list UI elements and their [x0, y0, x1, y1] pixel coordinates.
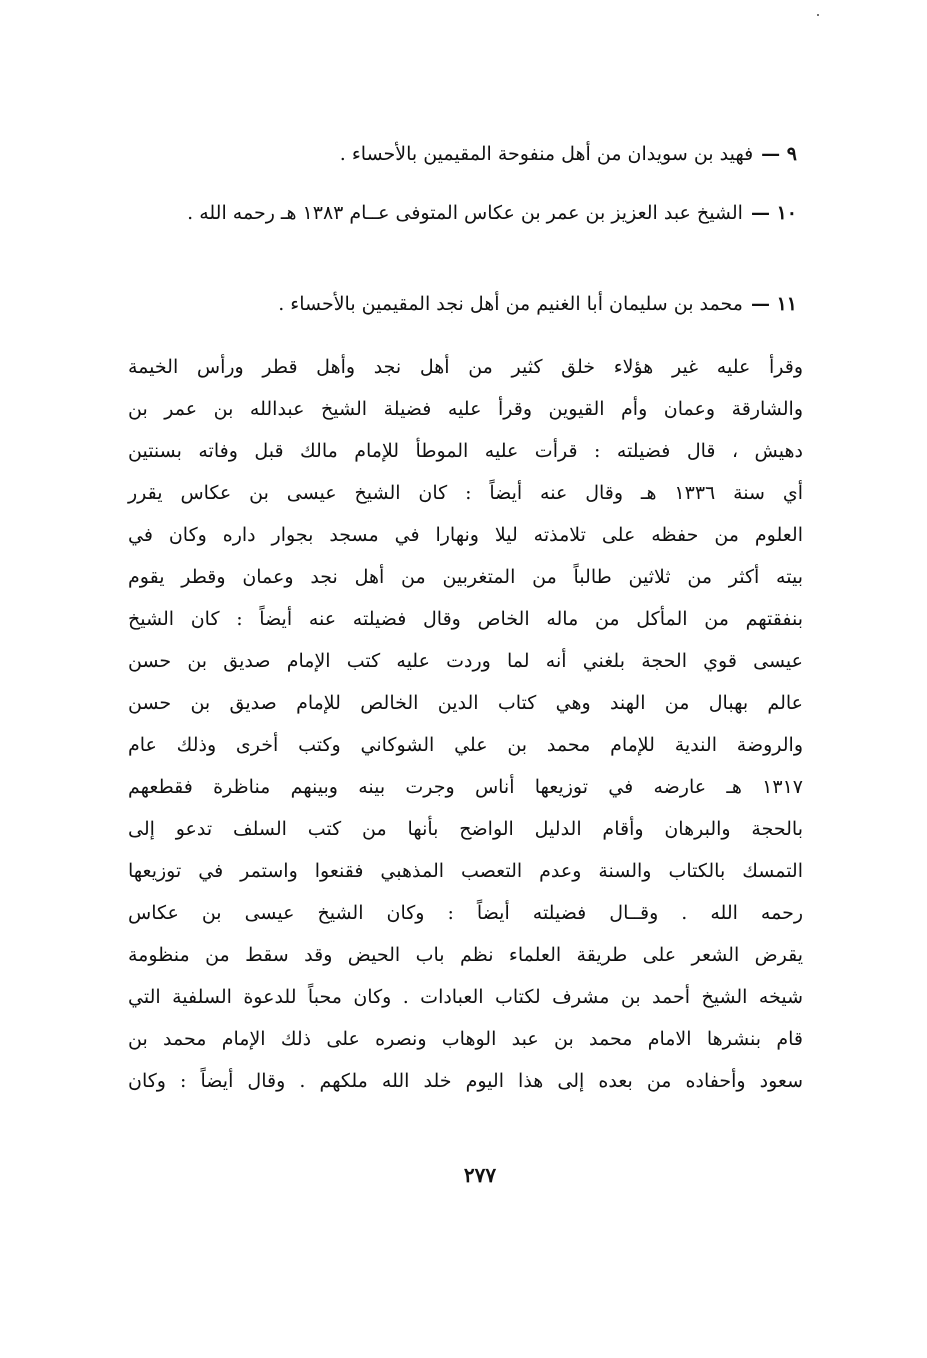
- text-line: أي سنة ١٣٣٦ هـ وقال عنه أيضاً : كان الشيخ عيسى بن عكاس يقرر: [128, 482, 803, 504]
- text-line: عيسى قوي الحجة بلغني أنه لما وردت عليه كتب الإمام صديق بن حسن: [128, 650, 803, 672]
- text-line: شيخه الشيخ أحمد بن مشرف لكتاب العبادات . وكان محباً للدعوة السلفية التي: [128, 986, 803, 1008]
- list-item-text: محمد بن سليمان أبا الغنيم من أهل نجد المقيمين بالأحساء .: [278, 293, 743, 315]
- text-line: التمسك بالكتاب والسنة وعدم التعصب المذهبي فقنعوا واستمر في توزيعها: [128, 860, 803, 882]
- list-item-number: ٩ —: [761, 143, 797, 165]
- text-line: سعود وأحفاده من بعده إلى هذا اليوم خلد الله ملكهم . وقال أيضاً : وكان: [128, 1070, 803, 1092]
- list-item-text: فهيد بن سويدان من أهل منفوحة المقيمين بالأحساء .: [339, 143, 754, 165]
- text-line: بيته أكثر من ثلاثين طالباً من المتغربين من أهل نجد وعمان وقطر يقوم: [128, 566, 803, 588]
- page-number: ٢٧٧: [463, 1163, 497, 1187]
- list-item-9: [340, 137, 797, 171]
- list-item-10: [127, 196, 797, 230]
- text-line: بنفقتهم من المأكل من ماله الخاص وقال فضيلته عنه أيضاً : كان الشيخ: [128, 608, 803, 630]
- text-line: العلوم من حفظه على تلامذته ليلا ونهارا في مسجد بجوار داره وكان في: [128, 524, 803, 546]
- list-item-number: ١٠ —: [750, 202, 797, 224]
- text-line: دهيش ، قال فضيلته : قرأت عليه الموطأ للإمام مالك قبل وفاته بسنتين: [128, 440, 803, 462]
- list-item-11: [278, 287, 797, 321]
- list-item-text: الشيخ عبد العزيز بن عمر بن عكاس المتوفى عــام ١٣٨٣ هـ رحمه الله .: [187, 202, 743, 224]
- text-line: ١٣١٧ هـ عارضه في توزيعها أناس وجرت بينه وبينهم مناظرة فقطعهم: [128, 776, 803, 798]
- scan-speck: [817, 14, 819, 16]
- text-line: والشارقة وعمان وأم القيوين وقرأ عليه فضيلة الشيخ عبدالله بن عمر بن: [128, 398, 803, 420]
- body-paragraph: [128, 346, 803, 1102]
- text-line: يقرض الشعر على طريقة العلماء نظم باب الحيض وقد سقط من منظومة: [128, 944, 804, 966]
- text-line: رحمه الله . وقــال فضيلته أيضاً : وكان الشيخ عيسى بن عكاس: [128, 902, 803, 924]
- text-line: عالم بهبال من الهند وهي كتاب الدين الخالص للإمام صديق بن حسن: [128, 692, 803, 714]
- text-line: بالحجة والبرهان وأقام الدليل الواضح بأنها من كتب السلف تدعو إلى: [128, 818, 803, 840]
- text-line: والروضة الندية للإمام محمد بن علي الشوكاني وكتب أخرى وذلك عام: [128, 734, 803, 756]
- list-item-number: ١١ —: [750, 293, 797, 315]
- text-line: قام بنشرها الامام محمد بن عبد الوهاب ونصره على ذلك الإمام محمد بن: [128, 1028, 803, 1050]
- text-line: وقرأ عليه غير هؤلاء خلق كثير من أهل نجد وأهل قطر ورأس الخيمة: [128, 356, 803, 378]
